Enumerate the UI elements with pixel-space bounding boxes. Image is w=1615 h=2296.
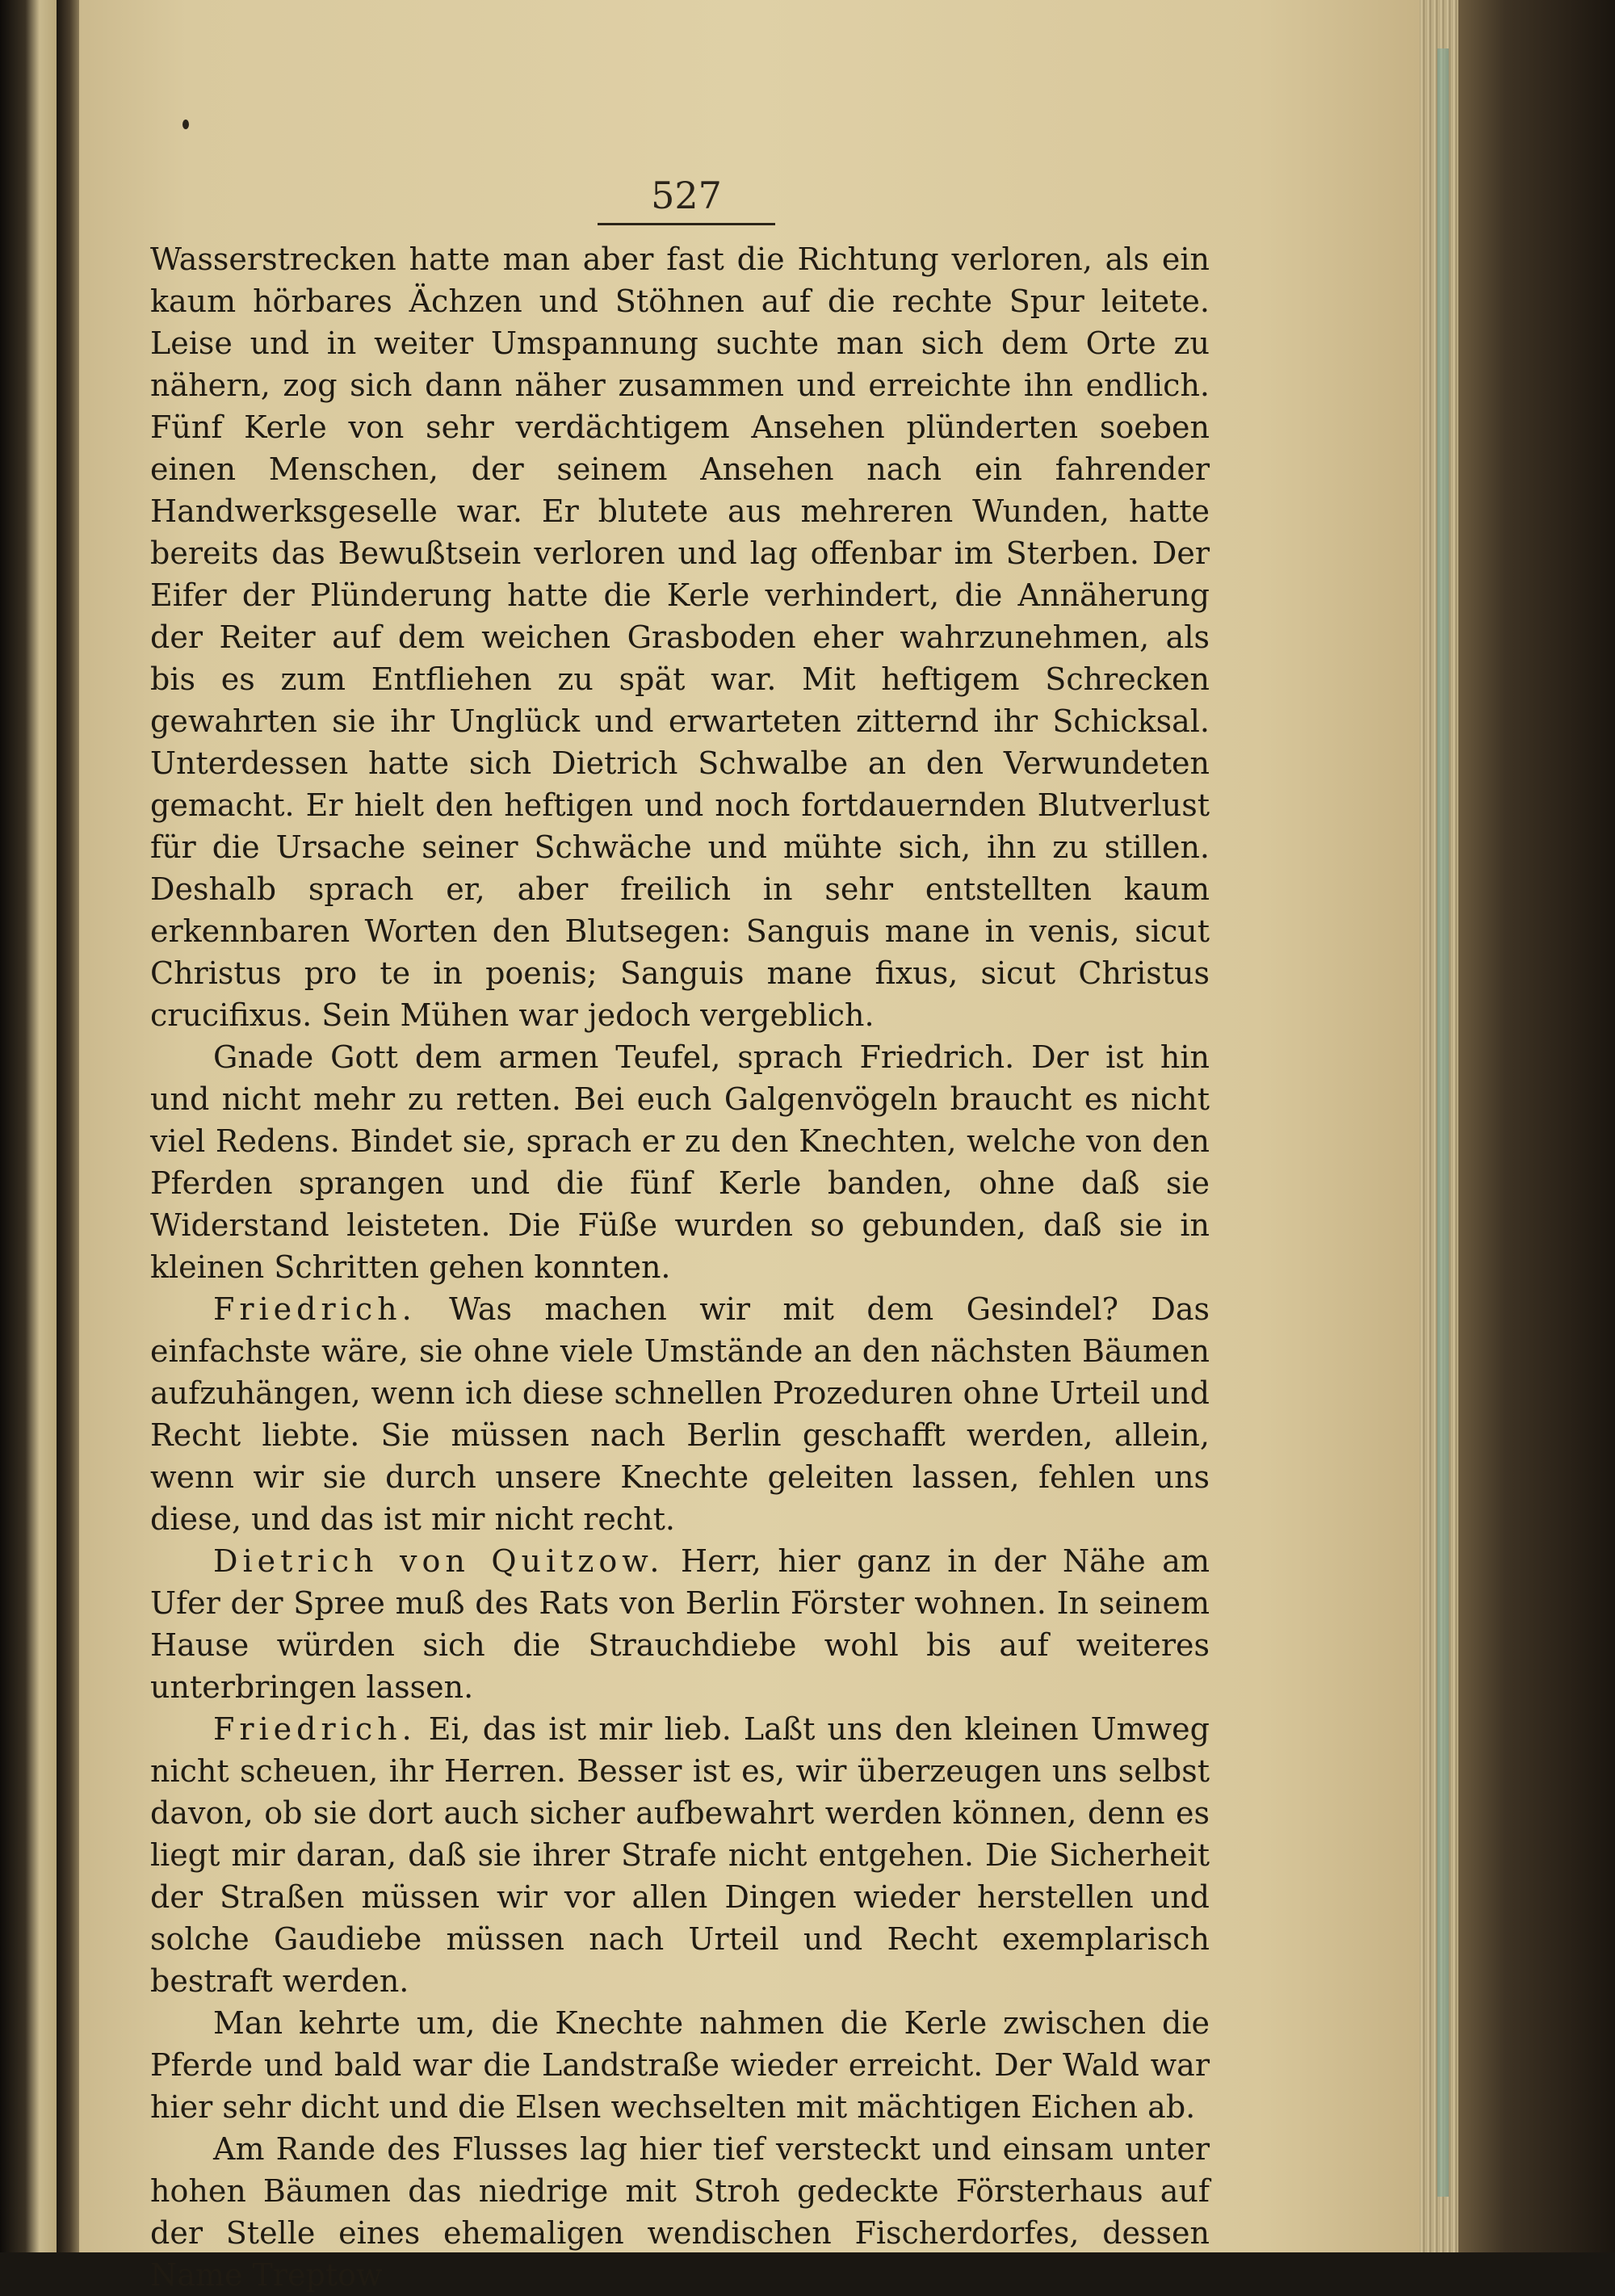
dialogue-paragraph — [150, 1540, 1210, 1708]
previous-page-edge — [0, 0, 57, 2252]
header-rule — [598, 223, 775, 225]
paragraph-text: Ei, das ist mir lieb. Laßt uns den kleinen Umweg nicht scheuen, ihr Herren. Besser ist es, wir überzeugen uns selbst davon, ob sie dort auch sicher aufbewahrt werden können, denn es liegt mir daran, daß sie ihrer Strafe nicht entgehen. Die Sicherheit der Straßen müssen wir vor allen Dingen wieder herstellen und solche Gaudiebe müssen nach Urteil und Recht exemplarisch bestraft werden. — [150, 1711, 1210, 1999]
paragraph-text: Was machen wir mit dem Gesindel? Das einfachste wäre, sie ohne viele Umstände an den nächsten Bäumen aufzuhängen, wenn ich diese schnellen Prozeduren ohne Urteil und Recht liebte. Sie müssen nach Berlin geschafft werden, allein, wenn wir sie durch unsere Knechte geleiten lassen, fehlen uns diese, und das ist mir nicht recht. — [150, 1291, 1210, 1537]
paragraph-text: Man kehrte um, die Knechte nahmen die Kerle zwischen die Pferde und bald war die Landstraße wieder erreicht. Der Wald war hier sehr dicht und die Elsen wechselten mit mächtigen Eichen ab. — [150, 2005, 1210, 2125]
cover-edge-stripe — [1437, 48, 1449, 2197]
paragraph — [150, 2128, 1210, 2296]
paragraph-text: Gnade Gott dem armen Teufel, sprach Friedrich. Der ist hin und nicht mehr zu retten. Bei euch Galgenvögeln braucht es nicht viel Redens. Bindet sie, sprach er zu den Knechten, welche von den Pferden sprangen und die fünf Kerle banden, ohne daß sie Widerstand leisteten. Die Füße wurden so gebunden, daß sie in kleinen Schritten gehen konnten. — [150, 1039, 1210, 1285]
paragraph-text: Wasserstrecken hatte man aber fast die Richtung verloren, als ein kaum hörbares Ächzen und Stöhnen auf die rechte Spur leitete. Leise und in weiter Umspannung suchte man sich dem Orte zu nähern, zog sich dann näher zusammen und erreichte ihn endlich. Fünf Kerle von sehr verdächtigem Ansehen plünderten soeben einen Menschen, der seinem Ansehen nach ein fahrender Handwerksgeselle war. Er blutete aus mehreren Wunden, hatte bereits das Bewußtsein verloren und lag offenbar im Sterben. Der Eifer der Plünderung hatte die Kerle verhindert, die Annäherung der Reiter auf dem weichen Grasboden eher wahrzunehmen, als bis es zum Entfliehen zu spät war. Mit heftigem Schrecken gewahrten sie ihr Unglück und erwarteten zitternd ihr Schicksal. Unterdessen hatte sich Dietrich Schwalbe an den Verwundeten gemacht. Er hielt den heftigen und noch fortdauernden Blutverlust für die Ursache seiner Schwäche und mühte sich, ihn zu stillen. Deshalb sprach er, aber freilich in sehr entstellten kaum erkennbaren Worten den Blutsegen: Sanguis mane in venis, sicut Christus pro te in poenis; Sanguis mane fixus, sicut Christus crucifixus. Sein Mühen war jedoch vergeblich. — [150, 241, 1210, 1033]
speaker-name: Dietrich von Quitzow. — [213, 1543, 665, 1579]
ink-speck — [182, 120, 189, 129]
paragraph-text: Am Rande des Flusses lag hier tief versteckt und einsam unter hohen Bäumen das niedrige mit Stroh gedeckte Försterhaus auf der Stelle eines ehemaligen wendischen Fischerdorfes, dessen Name Treptow — [150, 2131, 1210, 2293]
book-cover — [1458, 0, 1615, 2252]
paragraph — [150, 1036, 1210, 1288]
page-number: 527 — [651, 174, 722, 217]
paragraph — [150, 2002, 1210, 2128]
dialogue-paragraph — [150, 1288, 1210, 1540]
dialogue-paragraph — [150, 1708, 1210, 2002]
paragraph — [150, 238, 1210, 1036]
paragraph-text: Herr, hier ganz in der Nähe am Ufer der Spree muß des Rats von Berlin Förster wohnen. In seinem Hause würden sich die Strauchdiebe wohl bis auf weiteres unterbringen lassen. — [150, 1543, 1210, 1705]
book-gutter — [57, 0, 79, 2252]
speaker-name: Friedrich. — [213, 1711, 417, 1747]
body-text — [150, 238, 1210, 2296]
speaker-name: Friedrich. — [213, 1291, 417, 1327]
page-header — [598, 173, 775, 225]
